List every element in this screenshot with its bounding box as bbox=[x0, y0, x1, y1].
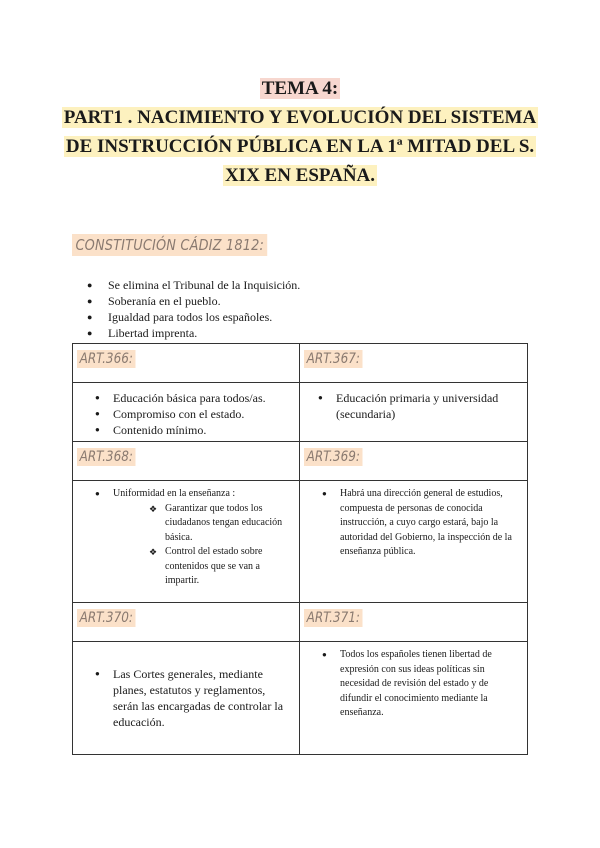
list-item: ● Compromiso con el estado. bbox=[113, 406, 295, 422]
title-line-2: PART1 . NACIMIENTO Y EVOLUCIÓN DEL SISTEMA bbox=[63, 107, 537, 128]
list-item: ● Soberanía en el pueblo. bbox=[108, 293, 300, 309]
art-369-header-cell bbox=[300, 442, 528, 481]
list-item: ● Contenido mínimo. bbox=[113, 422, 295, 438]
art-371-header-cell bbox=[300, 603, 528, 642]
art-366-header-cell bbox=[73, 344, 300, 383]
title-line-4: XIX EN ESPAÑA. bbox=[224, 165, 376, 186]
list-item: ● Se elimina el Tribunal de la Inquisición. bbox=[108, 277, 300, 293]
art-366-content-cell bbox=[73, 383, 300, 442]
list-item bbox=[340, 487, 523, 560]
art-367-content-cell bbox=[300, 383, 528, 442]
art-370-label: ART.370: bbox=[77, 609, 136, 627]
art-368-sublist bbox=[113, 502, 293, 589]
art-368-list bbox=[73, 481, 299, 589]
section-heading: CONSTITUCIÓN CÁDIZ 1812: bbox=[72, 234, 267, 256]
articles-table bbox=[72, 343, 528, 755]
art-370-content-cell bbox=[73, 642, 300, 755]
art-369-label: ART.369: bbox=[304, 448, 363, 466]
list-item: ● Todos los españoles tienen libertad de expresión con sus ideas políticas sin necesidad de revisión del estado y de difundir el conocimiento mediante la enseñanza. bbox=[340, 648, 521, 721]
art-369-list bbox=[300, 481, 527, 560]
document-title bbox=[40, 74, 560, 190]
list-item: ● Libertad imprenta. bbox=[108, 325, 300, 341]
art-369-line-2: instrucción, a cuyo cargo estará, bajo la autoridad del Gobierno, la inspección de la enseñanza pública. bbox=[340, 517, 512, 557]
art-371-label: ART.371: bbox=[304, 609, 363, 627]
list-item: ● Educación primaria y universidad (secundaria) bbox=[336, 390, 521, 422]
title-line-3: DE INSTRUCCIÓN PÚBLICA EN LA 1ª MITAD DEL S. bbox=[65, 136, 535, 157]
art-371-list bbox=[300, 642, 527, 721]
list-item: ● Igualdad para todos los españoles. bbox=[108, 309, 300, 325]
art-367-label: ART.367: bbox=[304, 350, 363, 368]
art-368-content-cell bbox=[73, 481, 300, 603]
title-line-1: TEMA 4: bbox=[261, 78, 339, 99]
section-bullet-list bbox=[72, 277, 300, 341]
art-367-list bbox=[300, 383, 527, 422]
art-369-line-1: Habrá una dirección general de estudios, compuesta de personas de conocida bbox=[340, 488, 503, 514]
art-370-list bbox=[73, 666, 299, 730]
sub-list-item: ❖ Control del estado sobre contenidos que se van a impartir. bbox=[165, 545, 293, 589]
art-369-content-cell bbox=[300, 481, 528, 603]
art-368-label: ART.368: bbox=[77, 448, 136, 466]
art-366-list bbox=[73, 383, 299, 438]
list-item: ● Las Cortes generales, mediante planes, estatutos y reglamentos, serán las encargadas de controlar la educación. bbox=[113, 666, 293, 730]
sub-list-item: ❖ Garantizar que todos los ciudadanos tengan educación básica. bbox=[165, 502, 293, 546]
art-368-header-cell bbox=[73, 442, 300, 481]
list-item bbox=[113, 487, 293, 589]
art-366-label: ART.366: bbox=[77, 350, 136, 368]
art-370-header-cell bbox=[73, 603, 300, 642]
art-371-content-cell bbox=[300, 642, 528, 755]
art-368-item-text: Uniformidad en la enseñanza : bbox=[113, 488, 236, 499]
list-item: ● Educación básica para todos/as. bbox=[113, 390, 295, 406]
art-367-header-cell bbox=[300, 344, 528, 383]
